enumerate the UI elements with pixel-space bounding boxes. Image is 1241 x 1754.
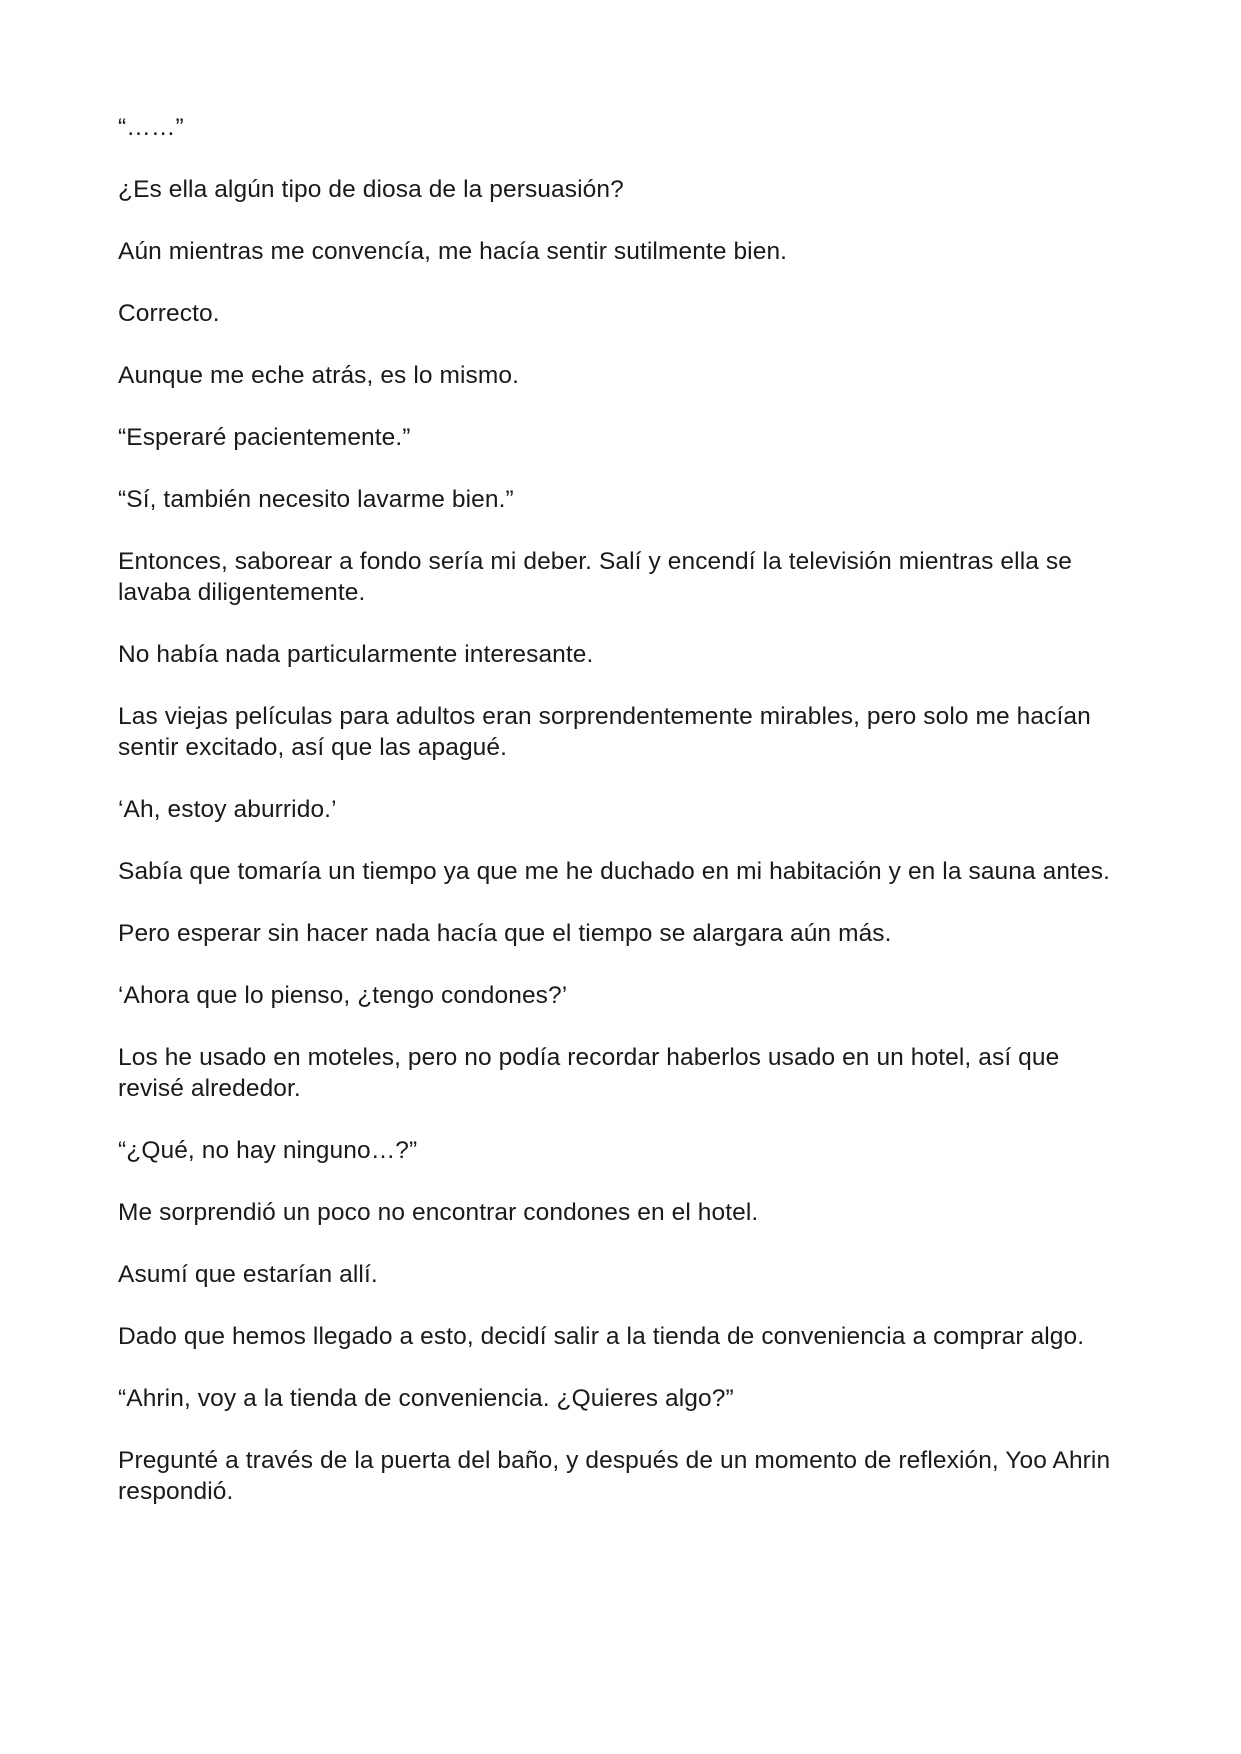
paragraph: Asumí que estarían allí.: [118, 1261, 378, 1288]
paragraph: ¿Es ella algún tipo de diosa de la persuasión?: [118, 176, 624, 203]
paragraph: Los he usado en moteles, pero no podía recordar haberlos usado en un hotel, así que revisé alrededor.: [118, 1044, 1060, 1102]
paragraph: Me sorprendió un poco no encontrar condones en el hotel.: [118, 1199, 759, 1226]
paragraph: “Esperaré pacientemente.”: [118, 424, 411, 451]
paragraph: No había nada particularmente interesante.: [118, 641, 594, 668]
paragraph: “Sí, también necesito lavarme bien.”: [118, 486, 514, 513]
paragraph: Sabía que tomaría un tiempo ya que me he duchado en mi habitación y en la sauna antes.: [118, 858, 1110, 885]
paragraph: Aún mientras me convencía, me hacía sentir sutilmente bien.: [118, 238, 788, 265]
paragraph: “¿Qué, no hay ninguno…?”: [118, 1137, 418, 1164]
paragraph: Las viejas películas para adultos eran sorprendentemente mirables, pero solo me hacían sentir excitado, así que las apagué.: [118, 703, 1091, 761]
paragraph: Entonces, saborear a fondo sería mi deber. Salí y encendí la televisión mientras ella se lavaba diligentemente.: [118, 548, 1072, 606]
paragraph: Pero esperar sin hacer nada hacía que el tiempo se alargara aún más.: [118, 920, 892, 947]
paragraph: ‘Ah, estoy aburrido.’: [118, 796, 337, 823]
paragraph: “Ahrin, voy a la tienda de conveniencia. ¿Quieres algo?”: [118, 1385, 734, 1412]
paragraph: Correcto.: [118, 300, 220, 327]
paragraph: Pregunté a través de la puerta del baño, y después de un momento de reflexión, Yoo Ahrin respondió.: [118, 1447, 1111, 1505]
text-body: [118, 112, 1128, 1538]
paragraph: “……”: [118, 114, 184, 141]
paragraph: ‘Ahora que lo pienso, ¿tengo condones?’: [118, 982, 568, 1009]
paragraph: Dado que hemos llegado a esto, decidí salir a la tienda de conveniencia a comprar algo.: [118, 1323, 1085, 1350]
paragraph: Aunque me eche atrás, es lo mismo.: [118, 362, 520, 389]
